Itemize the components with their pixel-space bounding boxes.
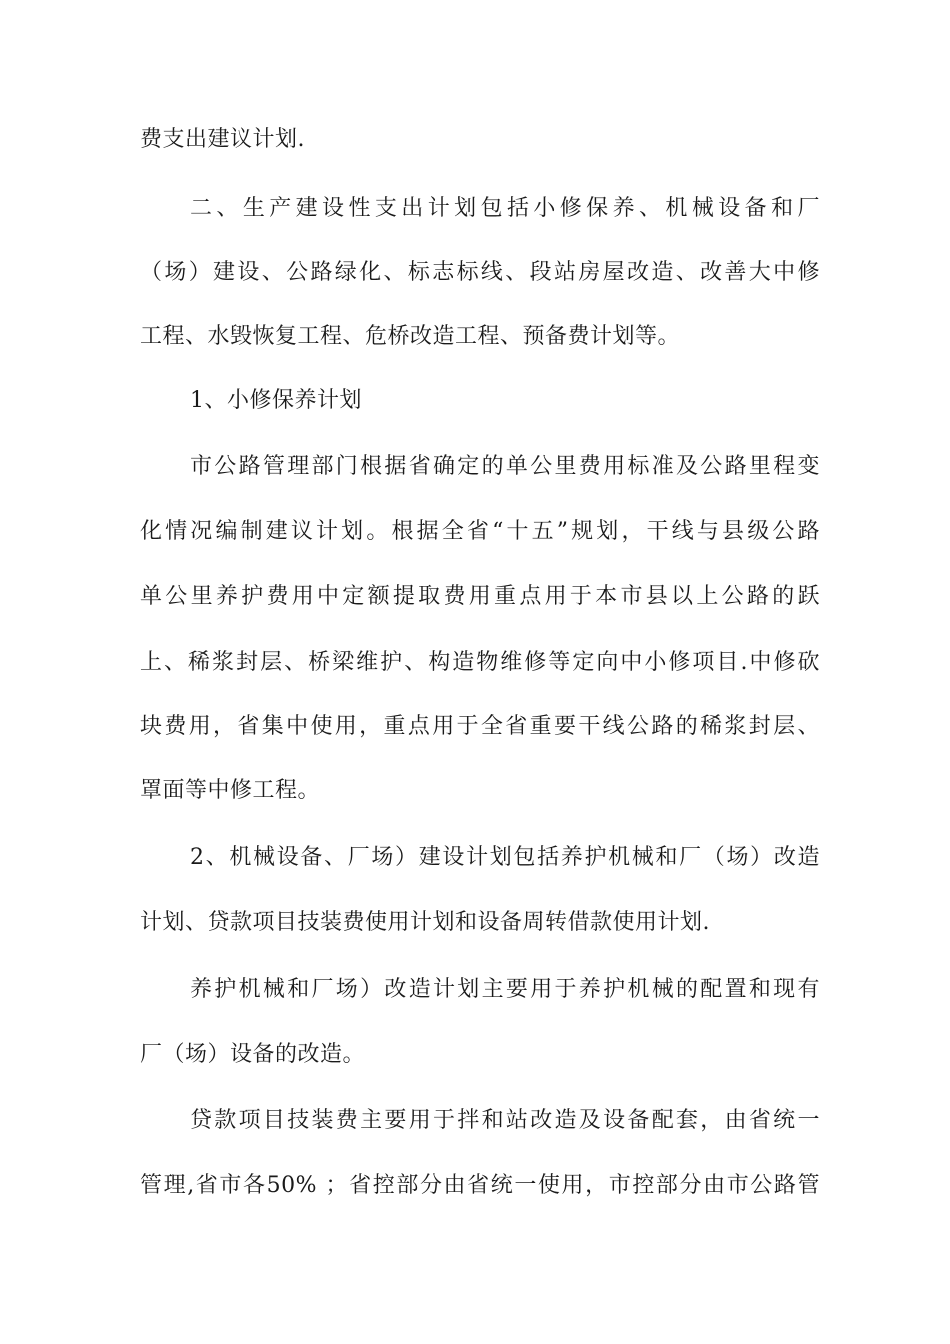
text-line: （场）建设、公路绿化、标志标线、段站房屋改造、改善大中修 bbox=[140, 260, 820, 285]
text-line: 养护机械和厂场）改造计划主要用于养护机械的配置和现有 bbox=[190, 977, 820, 1002]
text-line: 工程、水毁恢复工程、危桥改造工程、预备费计划等。 bbox=[140, 324, 681, 349]
text-line: 2、机械设备、厂场）建设计划包括养护机械和厂（场）改造 bbox=[190, 845, 820, 870]
text-line: 费支出建议计划. bbox=[140, 127, 305, 152]
text-line: 贷款项目技装费主要用于拌和站改造及设备配套，由省统一 bbox=[190, 1108, 820, 1133]
text-line: 上、稀浆封层、桥梁维护、构造物维修等定向中小修项目.中修砍 bbox=[140, 650, 820, 675]
section-heading: 1、小修保养计划 bbox=[190, 388, 362, 413]
text-line: 单公里养护费用中定额提取费用重点用于本市县以上公路的跃 bbox=[140, 584, 820, 609]
text-line: 计划、贷款项目技装费使用计划和设备周转借款使用计划. bbox=[140, 910, 710, 935]
text-line: 化情况编制建议计划。根据全省“十五”规划，干线与县级公路 bbox=[140, 519, 820, 544]
text-line: 二、生产建设性支出计划包括小修保养、机械设备和厂 bbox=[190, 196, 820, 221]
text-line: 管理,省市各50% ；省控部分由省统一使用，市控部分由市公路管 bbox=[140, 1173, 820, 1198]
text-line: 市公路管理部门根据省确定的单公里费用标准及公路里程变 bbox=[190, 454, 820, 479]
text-line: 块费用，省集中使用，重点用于全省重要干线公路的稀浆封层、 bbox=[140, 714, 820, 739]
text-line: 罩面等中修工程。 bbox=[140, 778, 321, 803]
text-line: 厂（场）设备的改造。 bbox=[140, 1042, 366, 1067]
